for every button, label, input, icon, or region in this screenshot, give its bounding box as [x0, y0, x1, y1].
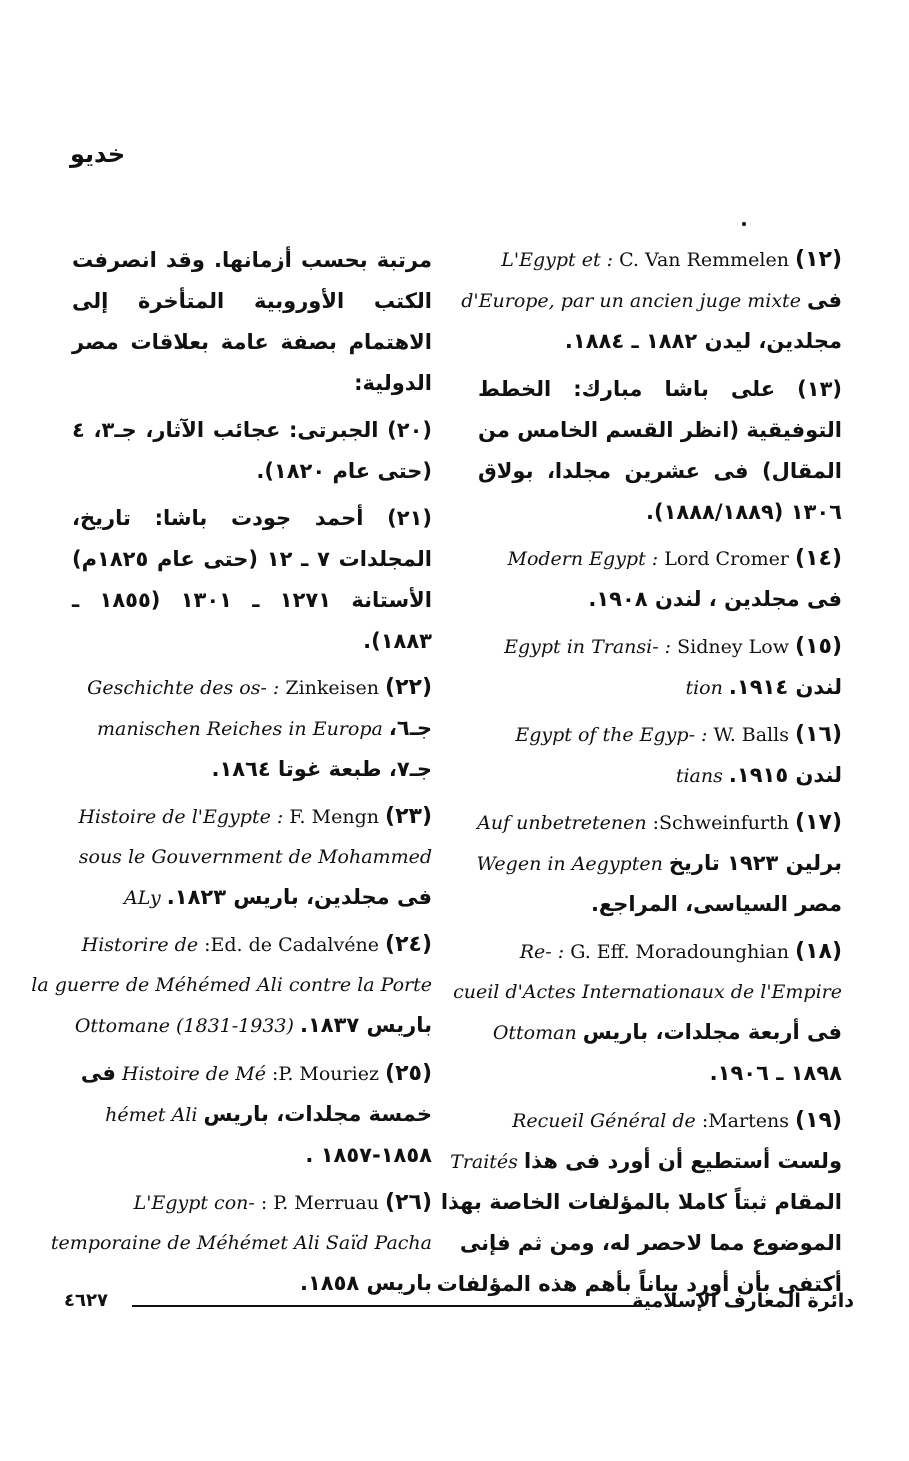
author-name: W. Balls [713, 724, 789, 746]
author-name: Zinkeisen [285, 677, 379, 699]
work-title: L'Egypt et : [501, 249, 614, 271]
arabic-text: برلين ١٩٢٣ تاريخ [668, 851, 842, 875]
arabic-text: فى [807, 288, 842, 312]
entry-line [453, 972, 842, 1012]
entry-number: (١٤) [795, 546, 842, 571]
entry-line [478, 715, 842, 755]
entry-line [478, 240, 842, 280]
reference-entry [453, 932, 842, 1094]
arabic-text: ١٨٥٨-١٨٥٧ . [305, 1143, 432, 1167]
entry-line [50, 1223, 432, 1263]
entry-line [478, 1101, 842, 1141]
arabic-text: فى مجلدين ، لندن ١٩٠٨. [588, 587, 842, 611]
entry-number: (١٥) [795, 634, 842, 659]
arabic-text: جـ٦، [388, 716, 432, 740]
arabic-paragraph: (١٣) على باشا مبارك: الخطط التوفيقية (انظر القسم الخامس من المقال) فى عشرين مجلدا، بولاق ١٣٠٦ (١٨٨٨/١٨٨٩). [478, 377, 842, 524]
author-name: :Schweinfurth [652, 812, 789, 834]
reference-entry [50, 1183, 432, 1304]
arabic-text: المقام ثبتاً كاملا بالمؤلفات الخاصة بهذا [440, 1190, 842, 1214]
work-title: tians [675, 765, 723, 787]
reference-entry [72, 668, 432, 790]
reference-entry [72, 1053, 432, 1176]
entry-line [459, 1223, 842, 1264]
entry-line [478, 755, 842, 796]
work-title: Ottoman [492, 1022, 577, 1044]
page-header-word: خديو [70, 140, 126, 168]
arabic-text: باريس ١٨٥٨. [299, 1271, 432, 1295]
arabic-text: باريس ١٨٣٧. [299, 1013, 432, 1037]
entry-line [72, 1005, 432, 1046]
right-column [436, 240, 842, 1312]
entry-line [72, 797, 432, 837]
arabic-text: فى مجلدين، باريس ١٨٢٣. [166, 885, 432, 909]
entry-line [478, 843, 842, 884]
work-title: la guerre de Méhémed Ali contre la Porte [31, 974, 432, 996]
work-title: manischen Reiches in Europa [97, 718, 383, 740]
work-title: Recueil Général de [512, 1110, 696, 1132]
entry-line [478, 321, 842, 362]
author-name: Lord Cromer [664, 548, 789, 570]
arabic-text: أكتفى بأن أورد بياناً بأهم هذه المؤلفات [436, 1272, 842, 1296]
entry-line [72, 925, 432, 965]
author-name: : P. Merruau [260, 1192, 379, 1214]
reference-entry [478, 715, 842, 796]
page-number: ٤٦٢٧ [64, 1290, 108, 1311]
entry-number: (٢٤) [385, 932, 432, 957]
arabic-text: مجلدين، ليدن ١٨٨٢ ـ ١٨٨٤. [564, 329, 842, 353]
work-title: Auf unbetretenen [477, 812, 647, 834]
entry-number: (٢٢) [385, 675, 432, 700]
entry-line [31, 965, 432, 1005]
work-title: Histoire de l'Egypte : [78, 806, 284, 828]
entry-line [72, 1183, 432, 1223]
work-title: Egypt in Transi- : [504, 636, 672, 658]
arabic-text: الموضوع مما لاحصر له، ومن ثم فإنى [459, 1231, 842, 1255]
work-title: hémet Ali [105, 1104, 198, 1126]
work-title: Geschichte des os- : [87, 677, 280, 699]
reference-entry [72, 797, 432, 918]
stray-dot [742, 222, 746, 226]
entry-line [478, 667, 842, 708]
reference-entry [31, 925, 432, 1046]
work-title: tion [685, 677, 723, 699]
journal-title: دائرة المعارف الإسلامية [632, 1290, 854, 1312]
entry-line [72, 668, 432, 708]
arabic-text: فى [80, 1061, 116, 1085]
entry-line [478, 539, 842, 579]
entry-line [478, 932, 842, 972]
entry-number: (١٦) [795, 722, 842, 747]
work-title: Re- : [519, 941, 565, 963]
entry-line [478, 1053, 842, 1094]
reference-entry [478, 803, 842, 925]
work-title: Historire de [81, 934, 199, 956]
work-title: Traités [450, 1151, 518, 1173]
entry-line [72, 1135, 432, 1176]
entry-number: (١٧) [795, 810, 842, 835]
work-title: sous le Gouvernment de Mohammed [78, 846, 432, 868]
author-name: :Martens [701, 1110, 789, 1132]
entry-line [478, 884, 842, 925]
arabic-text: خمسة مجلدات، باريس [203, 1102, 432, 1126]
arabic-text: جـ٧، طبعة غوتا ١٨٦٤. [211, 757, 432, 781]
arabic-paragraph: (٢١) أحمد جودت باشا: تاريخ، المجلدات ٧ ـ ١٢ (حتى عام ١٨٢٥م) الأستانة ١٢٧١ ـ ١٣٠١ (١٨٥٥ ـ ١٨٨٣). [72, 506, 432, 653]
reference-entry [478, 627, 842, 708]
arabic-text: ١٨٩٨ ـ ١٩٠٦. [709, 1061, 842, 1085]
entry-line [461, 280, 842, 321]
arabic-paragraph: (٢٠) الجبرتى: عجائب الآثار، جـ٣، ٤ (حتى عام ١٨٢٠). [72, 418, 432, 483]
entry-number: (١٩) [795, 1108, 842, 1133]
entry-line [72, 877, 432, 918]
entry-number: (٢٦) [385, 1190, 432, 1215]
work-title: Ottomane (1831-1933) [74, 1015, 294, 1037]
page-footer [64, 1290, 854, 1320]
author-name: :Ed. de Cadalvéne [204, 934, 379, 956]
entry-line [478, 803, 842, 843]
entry-line [72, 1094, 432, 1135]
entry-number: (١٨) [795, 939, 842, 964]
arabic-paragraph: مرتبة بحسب أزمانها. وقد انصرفت الكتب الأوروبية المتأخرة إلى الاهتمام بصفة عامة بعلاقات مصر الدولية: [72, 248, 432, 395]
work-title: L'Egypt con- [133, 1192, 255, 1214]
arabic-text: مصر السياسى، المراجع. [590, 892, 842, 916]
entry-number: (٢٥) [385, 1061, 432, 1086]
entry-line [478, 627, 842, 667]
author-name: Sidney Low [677, 636, 789, 658]
entry-line [450, 1141, 842, 1182]
entry-line [72, 1053, 432, 1094]
reference-entry [478, 539, 842, 620]
entry-line [72, 837, 432, 877]
entry-line [478, 1012, 842, 1053]
entry-line [72, 708, 432, 749]
work-title: Histoire de Mé [121, 1063, 266, 1085]
work-title: temporaine de Méhémet Ali Saïd Pacha [50, 1232, 432, 1254]
author-name: :P. Mouriez [272, 1063, 379, 1085]
author-name: F. Mengn [289, 806, 379, 828]
reference-entry [436, 1101, 842, 1305]
arabic-text: ولست أستطيع أن أورد فى هذا [523, 1149, 842, 1173]
footer-rule [132, 1305, 646, 1307]
arabic-text: لندن ١٩١٤. [728, 675, 842, 699]
author-name: G. Eff. Moradounghian [570, 941, 789, 963]
reference-entry [461, 240, 842, 362]
work-title: Modern Egypt : [507, 548, 659, 570]
entry-number: (٢٣) [385, 804, 432, 829]
work-title: d'Europe, par un ancien juge mixte [461, 290, 801, 312]
entry-line [72, 749, 432, 790]
arabic-text: فى أربعة مجلدات، باريس [582, 1020, 842, 1044]
entry-line [478, 579, 842, 620]
work-title: Wegen in Aegypten [476, 853, 663, 875]
work-title: Egypt of the Egyp- : [515, 724, 708, 746]
author-name: C. Van Remmelen [619, 249, 789, 271]
work-title: cueil d'Actes Internationaux de l'Empire [453, 981, 842, 1003]
work-title: ALy [123, 887, 161, 909]
entry-line [440, 1182, 842, 1223]
arabic-text: لندن ١٩١٥. [728, 763, 842, 787]
entry-number: (١٢) [795, 247, 842, 272]
left-column [31, 240, 432, 1311]
